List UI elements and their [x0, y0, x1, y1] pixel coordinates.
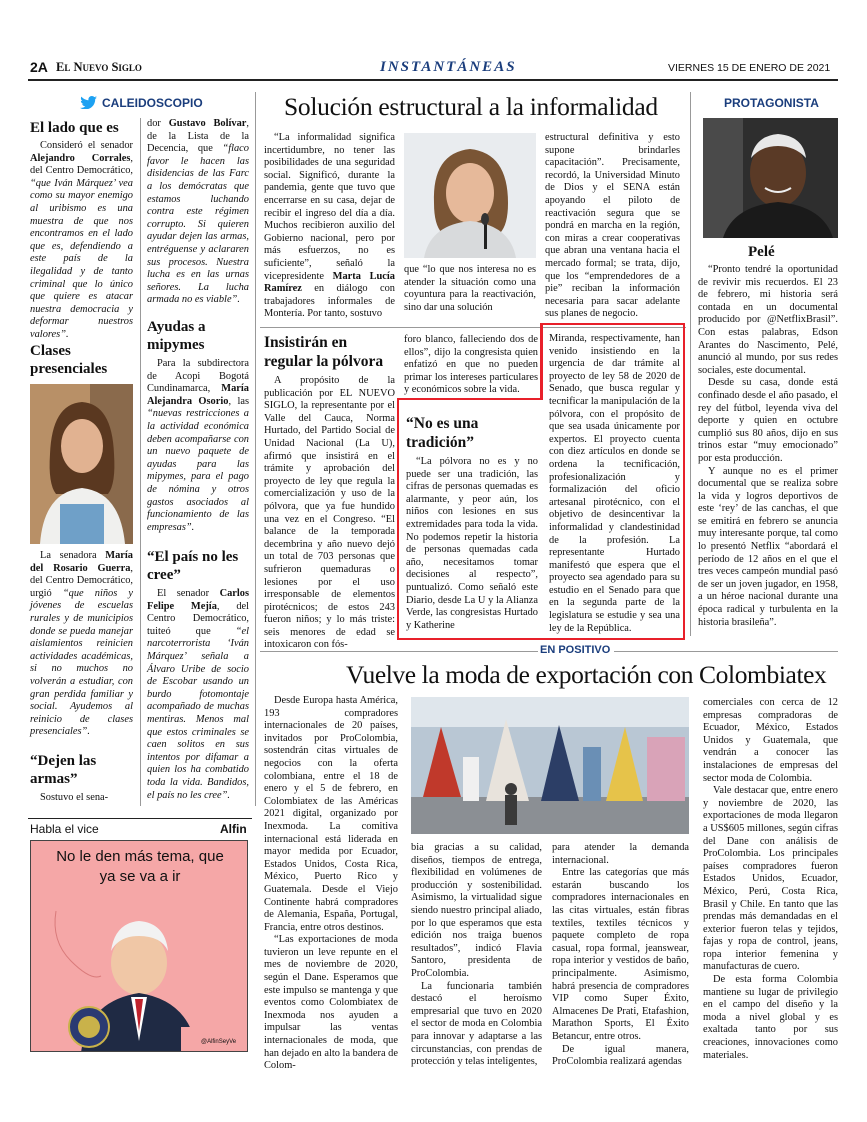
item-heading-pais: “El país no les cree” [147, 549, 239, 583]
moda-top-rule-left [260, 651, 538, 652]
twitter-bird-icon [80, 96, 97, 109]
moda-col-3: para atender la demanda internacional. Entre las categorías que más estarán buscando los compradores internacionales en las citas virtuales, están fibras textiles, textiles técnicos y paquete completo de ropa casual, ropa formal, jeanswear, ropa interior y vestidos de baño, principalmente. Asimismo, habrá presencia de compradores VIP como Super Éxito, Almacenes De Prati, Etafashion, Marathon Sports, El Éxito Betancur, entre otros. De igual manera, ProColombia realizará agendas [552, 842, 689, 1068]
caleidoscopio-kicker: CALEIDOSCOPIO [102, 96, 203, 110]
moda-headline: Vuelve la moda de exportación con Colombiatex [346, 660, 827, 689]
moda-col-4: comerciales con cerca de 12 empresas compradoras de Ecuador, México, Estados Unidos y Guatemala, que vendrán a conocer las instalaciones de empresas del sector moda de Colombia. Vale destacar que, entre enero y noviembre de 2020, las exportaciones de moda llegaron a US$605 millones, según cifras del Dane con análisis de ProColombia. Los principales países compradores fueron Estados Unidos, Ecuador, México, Perú, Costa Rica, Brasil y Chile. En tanto que las prendas más demandadas en el exterior fueron telas y tejidos, fajas y ropa de control, jeans, ropa interior femenina y manufacturas de cuero. De esta forma Colombia mantiene su lugar de privilegio en el campo del diseño y la moda a nivel global y es exaltada tanto por sus creaciones, innovaciones como materiales. [703, 697, 838, 1061]
polvora-col-2: “La pólvora no es y no puede ser una tradición, las cifras de personas quemadas es alarmante, y peor aún, los niños con lesiones en sus extremidades para toda la vida. No podemos repetir la historia de personas quemadas cada año, necesitamos tomar decisiones al respecto”, puntualizó. Como señaló este Diario, desde La U y la Alianza Verde, las congresistas Hurtado y Katherine [406, 456, 538, 631]
item-text-mipymes: Para la subdirectora de Acopi Bogotá Cundinamarca, María Alejandra Osorio, las “nuevas restricciones a la actividad económica deben acompañarse con un nuevo paquete de ayudas para las mipymes, para el pago de nómina y otros gastos asociados al funcionamiento de las empresas”. [147, 358, 249, 533]
item-text-pais: El senador Carlos Felipe Mejía, del Centro Democrático, tuiteó que “el narcoterrorista ‘Iván Márquez’ señala a Álvaro Uribe de socio de Escobar usando un burdo fotomontaje acompañado de muchas mentiras. Menos mal que estos criminales se caen solitos en sus intentos por difamar a quien los ha combatido toda la vida. Bandidos, el país no les cree”. [147, 588, 250, 801]
column-rule-2 [255, 92, 256, 806]
protagonista-text: “Pronto tendré la oportunidad de revivir mis recuerdos. El 23 de febrero, mi historia será contada en un documental producido por @NetflixBrasil”. Con estas palabras, Edson Arantes do Nascimento, Pelé, anunció al mundo, por sus redes sociales, este documental. Desde su casa, donde está confinado desde el año pasado, el rey del fútbol, leyenda viva del deporte y quien en octubre cumplió sus 80 años, dijo en sus trinos estar “muy emocionado” por esta producción. Y aunque no es el primer documental que se realiza sobre la vida y logros deportivos de este ‘rey’ de las canchas, el que se emitirá en febrero se anuncia muy interesante porque, tal como lo presentó Netflix “abordará el período de 12 años en el que el tres veces campeón mundial pasó de ser un joven jugador, en 1958, a un héroe nacional durante una época radical y turbulenta en la historia brasileña”. [698, 264, 838, 628]
moda-top-rule-right [614, 651, 838, 652]
caption-guerra: La senadora María del Rosario Guerra, del Centro Democrático, urgió “que niños y jóvenes de escuelas rurales y de municipios donde se pueda manejar aislamientos reinicien actividades académicas, si no muchos no volverán a estudiar, con gran perdida familiar y social. Ayudemos al reinicio de clases presenciales”. [30, 550, 133, 738]
polvora-col-3: Miranda, respectivamente, han venido insistiendo en la urgencia de dar trámite al proyecto de ley 58 de 2020 de Senado, que busca regular y tecnificar la manipulación de la pólvora, con el propósito de que sea usada únicamente por expertos. El proyecto cuenta con diez artículos en donde se ordena la tecnificación, profesionalización y formalización del oficio artesanal pirotécnico, con el objetivo de desincentivar la informalidad y clandestinidad de la profesión. La representante Hurtado manifestó que espera que el proyecto sea agendado para su estudio en el Senado para que en la segunda parte de la legislatura se estudie y sea una ley de la República. [549, 333, 680, 634]
cartoon-artist: Alfin [220, 822, 247, 836]
paper-name: El Nuevo Siglo [56, 60, 142, 74]
item-heading-lado: El lado que es [30, 120, 119, 136]
polvora-box-heading: “No es una tradición” [406, 415, 479, 451]
photo-colombiatex [411, 697, 689, 834]
moda-col-2: bia gracias a su calidad, diseños, tiempos de entrega, flexibilidad en volúmenes de producción y sostenibilidad. Asimismo, la virtualidad sigue siendo nuestro principal aliado, por lo que esperamos que esta edición nos traiga buenos resultados”, indicó Flavia Santoro, presidenta de ProColombia. La funcionaria también destacó el heroísmo empresarial que tuvo en 2020 el sector de moda en Colombia para innovar y adaptarse a las circunstancias, con prendas de protección y telas inteligentes, [411, 842, 542, 1068]
moda-kicker: EN POSITIVO [540, 644, 611, 656]
moda-col-1: Desde Europa hasta América, 193 compradores internacionales de 20 países, invitados por ProColombia, sostendrán citas virtuales de negocios con la oferta colombiana, entre el 18 de enero y el 5 de febrero, en Colombiatex de las Américas 2021 digital, organizado por Inexmoda. La comitiva internacional está liderada en mayor medida por Ecuador, Estados Unidos, Costa Rica, México, Puerto Rico y Guatemala. Desde el Viejo Continente habrá compradores de Alemania, España, Portugal, Francia, entre otros destinos. “Las exportaciones de moda tuvieron un leve repunte en el mes de noviembre de 2020, según el Dane. Esperamos que este impulso se mantenga y que eventos como Colombiatex de Inexmoda nos ayuden a impulsar las ventas internacionales de moda, que han dejado en alto la bandera de Colom- [264, 695, 398, 1072]
cartoon-speech-text: No le den más tema, que ya se va a ir [56, 848, 224, 885]
page-number: 2A [30, 59, 48, 75]
item-heading-clases: Clases presenciales [30, 343, 108, 377]
item-text-dejen-start: Sostuvo el sena- [40, 792, 109, 803]
section-title: INSTANTÁNEAS [380, 59, 517, 75]
item-heading-dejen: “Dejen las armas” [30, 753, 97, 787]
main-col-2: que “lo que nos interesa no es atender la situación como una coyuntura para la reactivación, sino dar una solución [404, 264, 536, 313]
header-rule [28, 79, 838, 81]
main-col-3: estructural definitiva y esto supone brindarles capacitación”. Precisamente, recordó, la Universidad Minuto de Dios y el SENA están apoyando el piloto de reactivación segura que se pondrá en marcha en la región, con miras a crear cooperativas que abran una ventana hacia el mercado formal; se trata, dijo, que los “emprendedores de a pie” reciban la información necesaria para sacar adelante sus planes de negocio. [545, 132, 680, 320]
photo-maria-del-rosario-guerra [30, 384, 133, 544]
cartoon-top-rule [28, 818, 252, 819]
main-col-1: “La informalidad significa incertidumbre, no tener las posibilidades de una seguridad social. Significó, durante la pandemia, gente que tuvo que encerrarse en su casa, dejar de recibir el ingreso del día a día. Muchos recibieron auxilio del Gobierno nacional, pero por más esfuerzos, no es suficiente”, señaló la vicepresidente Marta Lucía Ramírez en diálogo con trabajadores informales de Montería. Por tanto, sostuvo [264, 132, 395, 320]
page-date: VIERNES 15 DE ENERO DE 2021 [668, 62, 831, 74]
highlight-box-connector [540, 323, 543, 400]
column-rule-1 [140, 118, 141, 806]
cartoon-title: Habla el vice [30, 822, 99, 836]
cartoon-credit: @AlfinSeyVe [201, 1039, 237, 1045]
polvora-headline: Insistirán en regular la pólvora [264, 334, 384, 370]
main-headline: Solución estructural a la informalidad [284, 92, 658, 121]
cartoon-illustration [30, 840, 248, 1052]
protagonista-name: Pelé [748, 244, 775, 260]
column-rule-3 [690, 92, 691, 636]
polvora-col-1: A propósito de la publicación por EL NUEVO SIGLO, la representante por el Valle del Cauca, Norma Hurtado, del Partido Social de Unidad Nacional (La U), afirmó que insistirá en el trámite y aprobación del proyecto de ley que regula la comercialización y uso de la pólvora, que ya fue hundido una vez en el Congreso. “El balance de la temporada decembrina y año nuevo dejó un total de 703 personas que sufrieron quemaduras o lesiones por el uso irresponsable de elementos pirotécnicos; de estos 243 fueron niños; y lo más triste: seis menores de edad se intoxicaron con fós- [264, 375, 395, 651]
polvora-col-2-top: foro blanco, falleciendo dos de ellos”, dijo la congresista quien enfatizó en que no pueden primar los intereses particulares y económicos sobre la vida. [404, 334, 538, 396]
protagonista-kicker: PROTAGONISTA [724, 96, 819, 110]
item-text-lado: Consideró el senador Alejandro Corrales, del Centro Democrático, “que Iván Márquez’ vea como su mayor enemigo al uribismo es una muestra de que nos encontramos en el lado que es, defendiendo a este país de la ilegalidad y de tanto criminal que lo único que quiere es atacar nuestra democracia y deformar nuestros valores”. [30, 140, 133, 340]
item-text-bolivar: dor Gustavo Bolívar, de la Lista de la Decencia, que “flaco favor le hacen las disidencias de las Farc a los demócratas que estamos luchando contra este régimen corrupto. Si quieren ayudar dejen las armas, entréguense y aclararen sus procesos. Nuestra lucha es en las urnas señores. La lucha armada no es viable”. [147, 118, 250, 306]
photo-pele [703, 118, 838, 238]
photo-marta-lucia-ramirez [404, 133, 536, 258]
item-heading-mipymes: Ayudas a mipymes [147, 319, 206, 353]
